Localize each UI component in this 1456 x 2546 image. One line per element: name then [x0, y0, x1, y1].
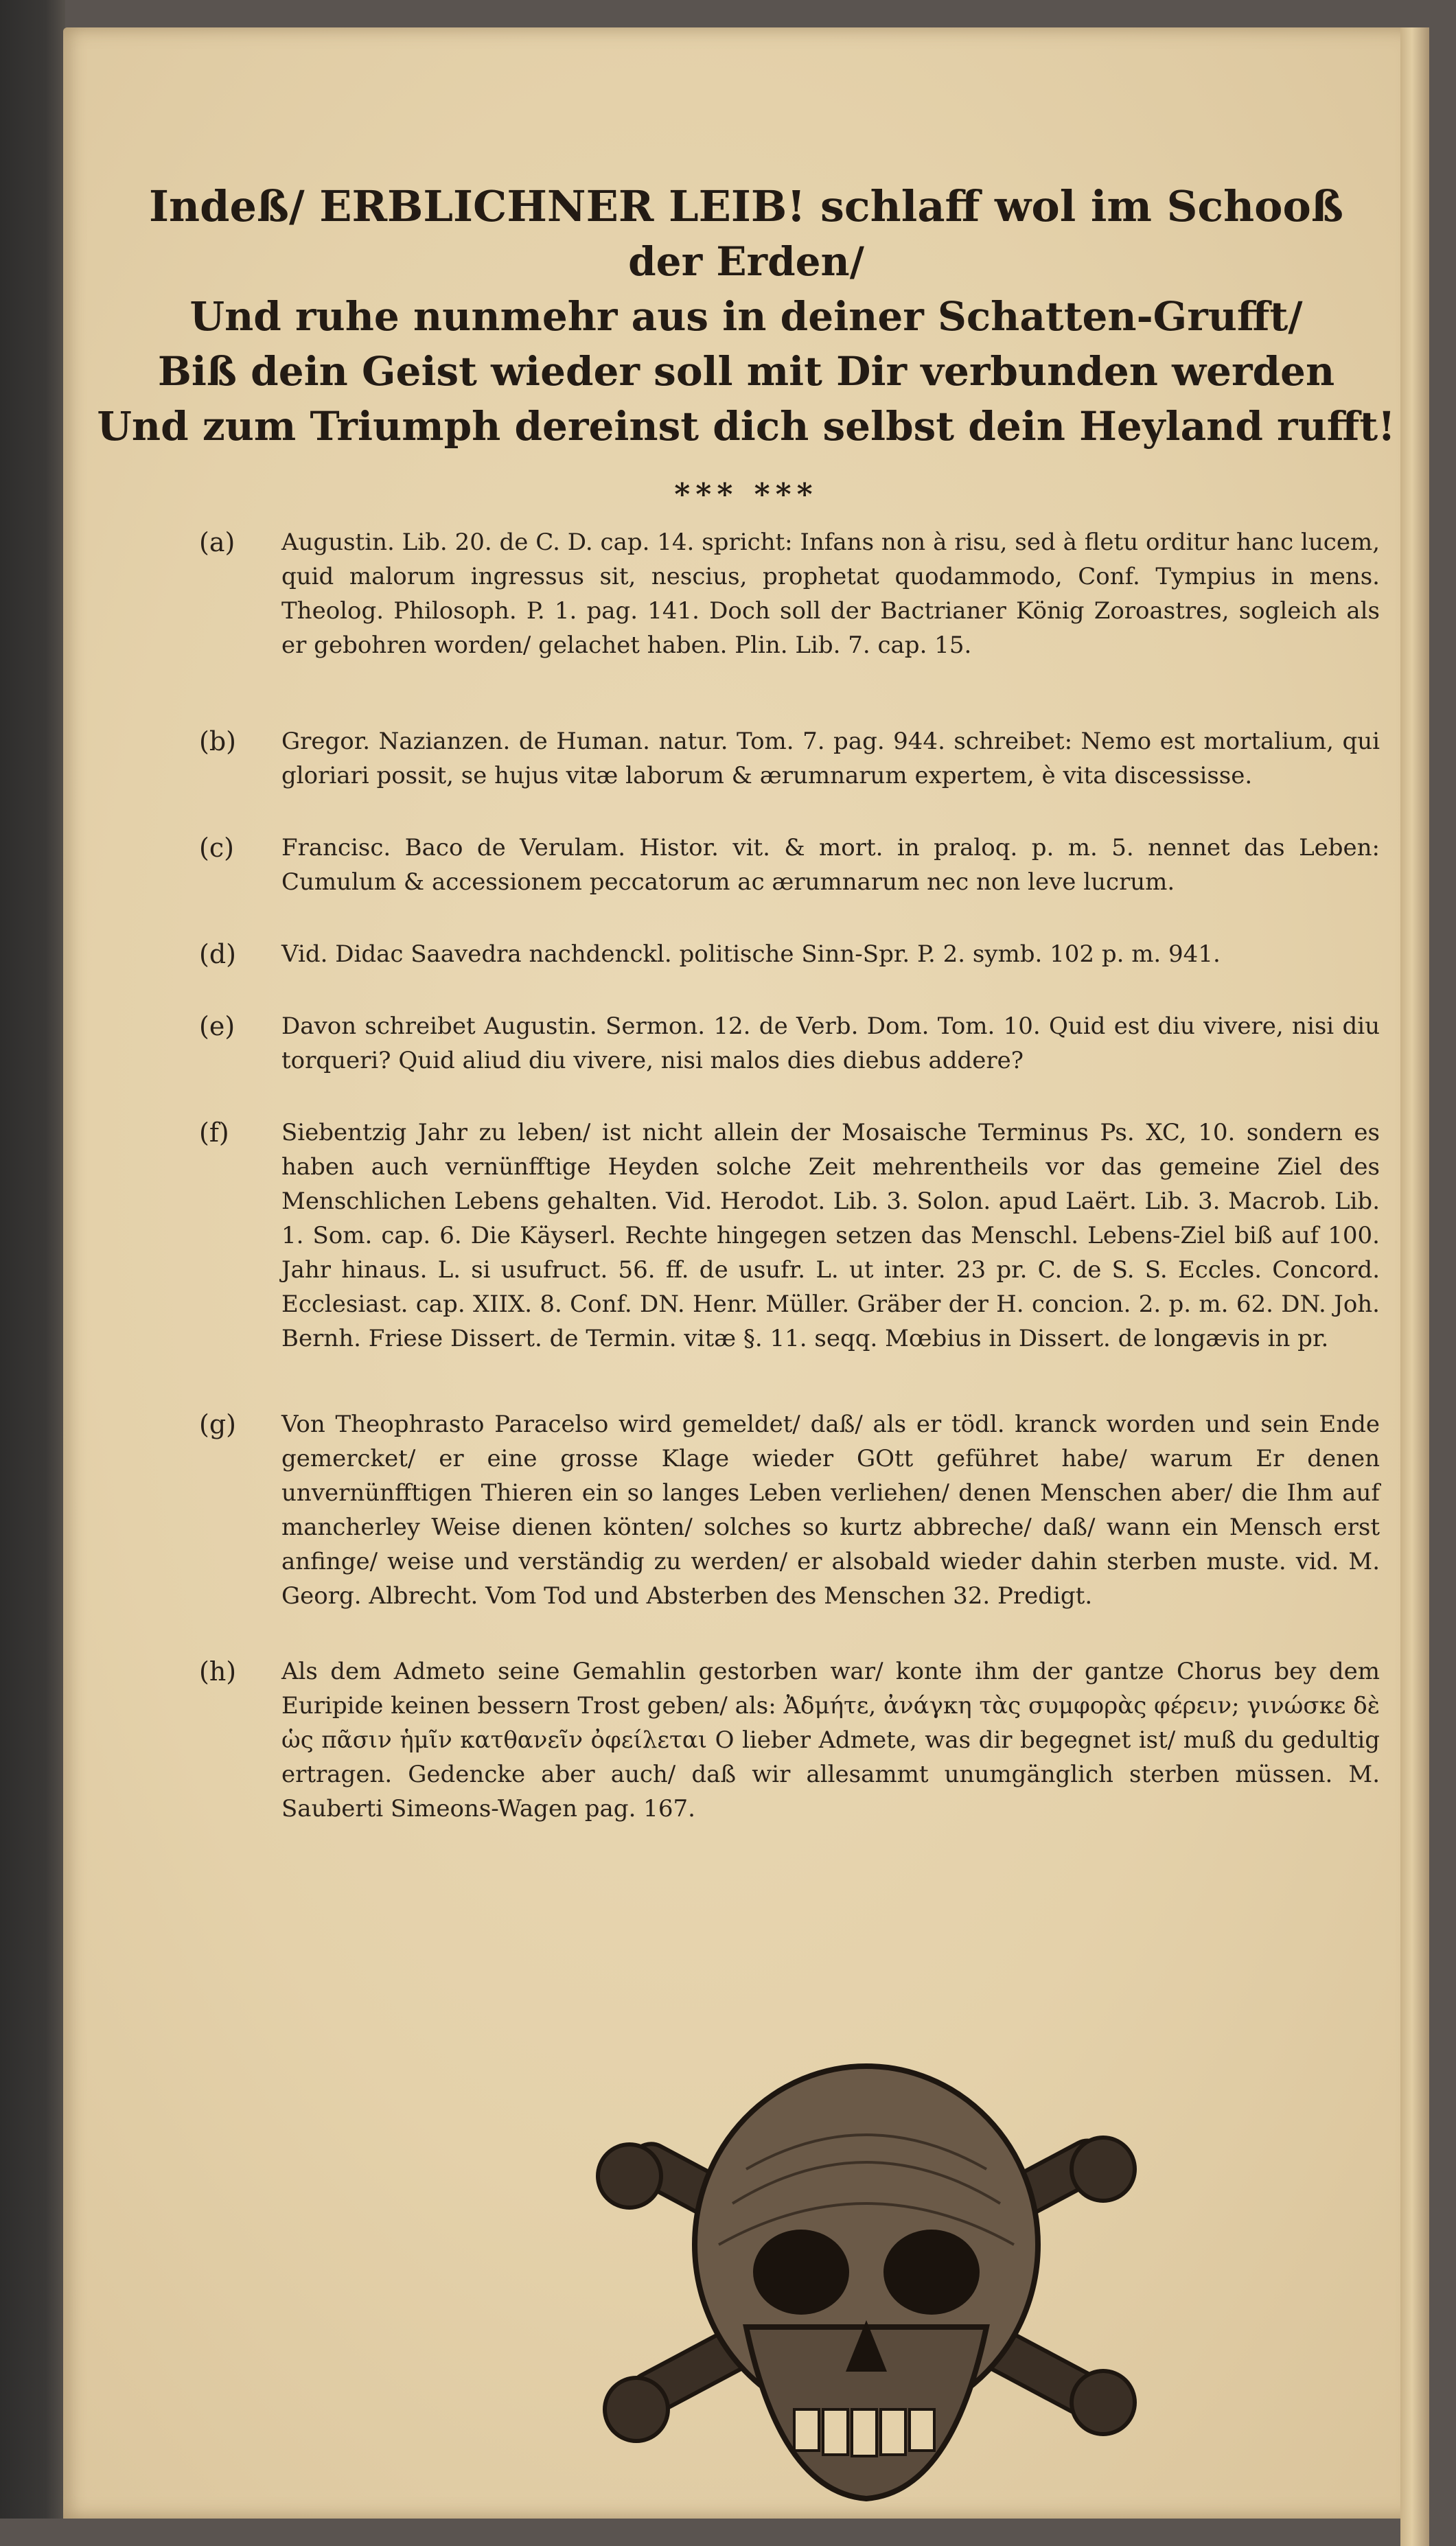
footnote-mark: (b): [199, 726, 236, 756]
footnote-mark: (a): [199, 527, 235, 557]
footnote-text: Francisc. Baco de Verulam. Histor. vit. & mort. in praloq. p. m. 5. nennet das Leben: Cumulum & accessionem peccatorum ac ærumnarum nec non leve lucrum.: [281, 834, 1380, 896]
footnote-mark: (h): [199, 1656, 237, 1687]
footnote-g: [199, 1407, 1380, 1613]
footnote-text: Gregor. Nazianzen. de Human. natur. Tom. 7. pag. 944. schreibet: Nemo est mortalium, qui gloriari possit, se hujus vitæ laborum & ærumnarum expertem, è vita discessisse.: [281, 728, 1380, 789]
verse-line: Indeß/ ERBLICHNER LEIB! schlaff wol im Schooß: [149, 181, 1343, 231]
verse-line: Und zum Triumph dereinst dich selbst dein Heyland rufft!: [97, 403, 1396, 450]
footnote-text: Als dem Admeto seine Gemahlin gestorben war/ konte ihm der gantze Chorus bey dem Euripide keinen bessern Trost geben/ als: Ἀδμήτε, ἀνάγκη τὰς συμφορὰς φέρειν; γινώσκε δὲ ὡς πᾶσιν ἡμῖν κατθανεῖν ὀφείλεται O lieber Admete, was dir begegnet ist/ muß du gedultig ertragen. Gedencke aber auch/ daß wir allesammt unumgänglich sterben müssen. M. Sauberti Simeons-Wagen pag. 167.: [281, 1658, 1380, 1822]
verse-line: Biß dein Geist wieder soll mit Dir verbunden werden: [157, 348, 1335, 395]
footnote-f: [199, 1115, 1380, 1356]
footnote-e: [199, 1009, 1380, 1078]
footnote-mark: (g): [199, 1409, 236, 1439]
footnote-c: [199, 831, 1380, 899]
footnote-mark: (e): [199, 1011, 235, 1041]
verse-line: der Erden/: [628, 238, 864, 285]
footnote-d: [199, 937, 1380, 971]
footnote-b: [199, 724, 1380, 793]
adjacent-page-edge: [1400, 27, 1429, 2546]
footnote-h: [199, 1654, 1380, 1826]
footnote-text: Von Theophrasto Paracelso wird gemeldet/ daß/ als er tödl. kranck worden und sein Ende gemercket/ er eine grosse Klage wieder GOtt geführet habe/ warum Er denen unvernünfftigen Thieren ein so langes Leben verliehen/ denen Menschen aber/ die Ihm auf mancherley Weise dienen könten/ solches so kurtz abbreche/ daß/ wann ein Mensch erst anfinge/ weise und verständig zu werden/ er alsobald wieder dahin sterben muste. vid. M. Georg. Albrecht. Vom Tod und Absterben des Menschen 32. Predigt.: [281, 1411, 1380, 1610]
footnote-a: [199, 525, 1380, 662]
footnote-text: Vid. Didac Saavedra nachdenckl. politische Sinn-Spr. P. 2. symb. 102 p. m. 941.: [281, 940, 1221, 968]
footnote-text: Augustin. Lib. 20. de C. D. cap. 14. spricht: Infans non à risu, sed à fletu orditur hanc lucem, quid malorum ingressus sit, nescius, prophetat quodammodo, Conf. Tympius in mens. Theolog. Philosoph. P. 1. pag. 141. Doch soll der Bactrianer König Zoroastres, sogleich als er gebohren worden/ gelachet haben. Plin. Lib. 7. cap. 15.: [281, 529, 1380, 659]
footnote-text: Davon schreibet Augustin. Sermon. 12. de Verb. Dom. Tom. 10. Quid est diu vivere, nisi diu torqueri? Quid aliud diu vivere, nisi malos dies diebus addere?: [281, 1012, 1380, 1074]
footnote-mark: (c): [199, 833, 234, 863]
footnote-mark: (f): [199, 1118, 229, 1148]
section-separator: *** ***: [674, 477, 818, 512]
verse-line: Und ruhe nunmehr aus in deiner Schatten-Grufft/: [189, 293, 1303, 340]
skull-crossbones-woodcut-icon: [575, 1998, 1158, 2533]
footnote-text: Siebentzig Jahr zu leben/ ist nicht allein der Mosaische Terminus Ps. XC, 10. sondern es haben auch vernünfftige Heyden solche Zeit mehrentheils vor das gemeine Ziel des Menschlichen Lebens gehalten. Vid. Herodot. Lib. 3. Solon. apud Laërt. Lib. 3. Macrob. Lib. 1. Som. cap. 6. Die Käyserl. Rechte hingegen setzen das Menschl. Lebens-Ziel biß auf 100. Jahr hinaus. L. si usufruct. 56. ff. de usufr. L. ut inter. 23 pr. C. de S. S. Eccles. Concord. Ecclesiast. cap. XIIX. 8. Conf. DN. Henr. Müller. Gräber der H. concion. 2. p. m. 62. DN. Joh. Bernh. Friese Dissert. de Termin. vitæ §. 11. seqq. Mœbius in Dissert. de longævis in pr.: [281, 1119, 1380, 1352]
book-edge: [0, 0, 65, 2519]
footnote-mark: (d): [199, 939, 236, 969]
book-page: [63, 27, 1429, 2519]
